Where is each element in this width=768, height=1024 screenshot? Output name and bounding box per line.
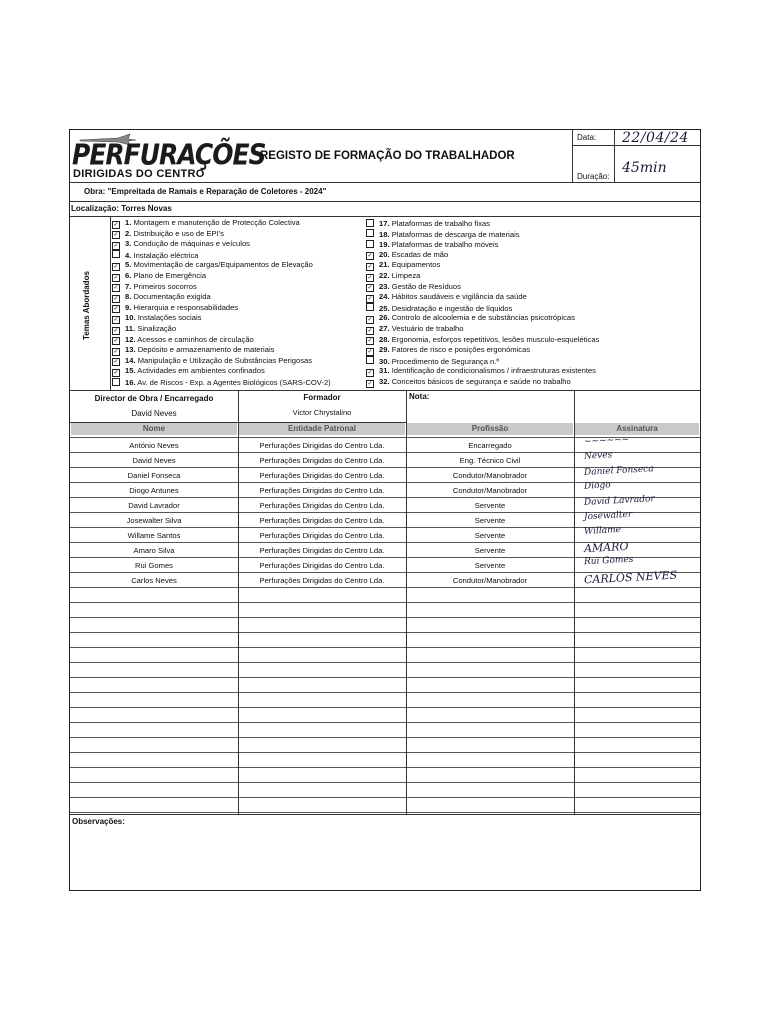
topic-item [366,303,512,313]
signature[interactable]: Daniel Fonseca [583,464,654,478]
topic-item [366,366,596,376]
topic-item [112,229,224,239]
topic-checkbox[interactable] [366,240,374,248]
topic-checkbox[interactable]: ✓ [113,316,119,323]
date-label: Data: [577,133,597,142]
topic-checkbox[interactable]: ✓ [367,274,373,281]
observacoes-label: Observações: [72,817,125,826]
topic-text: Limpeza [391,271,421,280]
topic-checkbox[interactable]: ✓ [367,285,373,292]
topic-checkbox[interactable]: ✓ [113,306,119,313]
topic-checkbox[interactable]: ✓ [367,348,373,355]
cell-nome: Diogo Antunes [129,486,179,495]
topic-item [112,271,206,281]
topic-number: 7. [125,281,132,291]
signature[interactable]: ~~~~~~ [583,434,630,448]
topic-number: 22. [379,271,390,280]
topic-checkbox[interactable] [366,303,374,311]
topic-text: Primeiros socorros [133,281,197,291]
cell-nome: Willame Santos [127,531,181,540]
topic-checkbox[interactable]: ✓ [367,253,373,260]
topic-number: 3. [125,239,132,249]
topic-text: Gestão de Resíduos [391,281,461,291]
topic-item [366,260,440,270]
topic-number: 17. [379,219,390,228]
signature[interactable]: Josewalter [583,509,633,523]
topic-item [112,356,312,366]
topic-item [112,313,201,323]
topic-item [366,292,527,302]
signature[interactable]: David Lavrador [583,494,655,508]
signature[interactable]: Diogo [583,480,611,492]
topic-number: 27. [379,324,390,333]
topic-checkbox[interactable] [366,356,374,364]
topic-text: Procedimento de Segurança n.º [391,356,500,366]
topic-item [366,377,571,387]
topic-item [366,356,499,366]
training-record-form [69,129,701,891]
signature[interactable]: AMARO [583,539,629,556]
cell-nome: Amaro Silva [133,546,175,555]
cell-nome: Daniel Fonseca [127,471,181,480]
cell-entidade: Perfurações Dirigidas do Centro Lda. [259,561,385,570]
cell-profissao: Servente [474,516,506,525]
column-header: Nome [71,423,237,435]
topic-text: Instalação eléctrica [133,250,199,260]
column-header: Profissão [407,423,573,435]
topic-number: 20. [379,249,390,259]
topic-item [112,250,198,260]
topic-checkbox[interactable]: ✓ [113,295,119,302]
cell-nome: Josewalter Silva [126,516,182,525]
company-logo [72,137,266,186]
topic-checkbox[interactable]: ✓ [367,327,373,334]
cell-profissao: Condutor/Manobrador [452,576,528,585]
topic-text: Manipulação e Utilização de Substâncias Perigosas [137,355,313,365]
topic-number: 32. [379,377,390,386]
topic-checkbox[interactable]: ✓ [367,380,373,387]
cell-entidade: Perfurações Dirigidas do Centro Lda. [259,531,385,540]
topic-number: 5. [125,260,132,270]
obra-row [84,187,326,196]
topic-item [112,218,300,228]
topic-checkbox[interactable]: ✓ [113,285,119,292]
topic-text: Plataformas de descarga de materiais [391,229,520,239]
cell-nome: David Lavrador [128,501,180,510]
cell-entidade: Perfurações Dirigidas do Centro Lda. [259,501,385,510]
cell-entidade: Perfurações Dirigidas do Centro Lda. [259,441,385,450]
cell-nome: Rui Gomes [135,561,173,570]
signature[interactable]: Neves [583,450,613,462]
topic-text: Acessos e caminhos de circulação [137,334,254,344]
topic-number: 19. [379,240,390,250]
topic-number: 10. [125,313,136,323]
topic-number: 6. [125,271,132,280]
topic-text: Hierarquia e responsabilidades [133,302,239,312]
topic-number: 26. [379,313,390,323]
topic-number: 29. [379,345,390,355]
cell-profissao: Eng. Técnico Civil [459,456,521,465]
cell-nome: Carlos Neves [131,576,177,585]
topic-checkbox[interactable]: ✓ [113,327,119,334]
topic-number: 11. [125,324,136,333]
topic-item [112,335,254,345]
column-header: Entidade Patronal [239,423,405,435]
topic-text: Escadas de mão [391,249,449,259]
topic-checkbox[interactable]: ✓ [113,263,119,270]
topic-item [366,345,530,355]
cell-entidade: Perfurações Dirigidas do Centro Lda. [259,516,385,525]
topic-text: Sinalização [137,324,177,333]
topic-text: Ergonomia, esforços repetitivos, lesões musculo-esqueléticas [391,334,600,344]
topic-number: 12. [125,334,136,344]
topic-number: 28. [379,334,390,344]
signature[interactable]: Willame [583,525,622,537]
topic-item [366,239,498,249]
cell-entidade: Perfurações Dirigidas do Centro Lda. [259,471,385,480]
topic-item [112,377,331,387]
topic-number: 2. [125,228,132,238]
topic-text: Documentação exigida [133,292,211,302]
topic-item [112,324,176,334]
cell-profissao: Servente [474,501,506,510]
topic-number: 13. [125,345,136,355]
topic-number: 14. [125,355,136,365]
topic-item [366,335,599,345]
cell-profissao: Servente [474,546,506,555]
topic-text: Condução de máquinas e veículos [133,239,250,249]
topic-checkbox[interactable]: ✓ [367,295,373,302]
topic-text: Conceitos básicos de segurança e saúde no trabalho [391,377,571,386]
topic-item [366,324,463,334]
topic-item [366,250,448,260]
topic-number: 25. [379,303,390,313]
topic-number: 1. [125,218,132,227]
director-label: Director de Obra / Encarregado [94,394,214,403]
topic-item [112,260,313,270]
topic-text: Plataformas de trabalho fixas [391,219,491,228]
topic-checkbox[interactable] [366,229,374,237]
topic-checkbox[interactable]: ✓ [113,338,119,345]
director-value[interactable]: David Neves [131,409,177,418]
topic-checkbox[interactable] [112,378,120,386]
cell-profissao: Condutor/Manobrador [452,486,528,495]
topic-item [112,345,274,355]
topic-number: 16. [125,378,136,387]
topic-checkbox[interactable]: ✓ [367,263,373,270]
duration-value[interactable]: 45min [622,160,667,176]
topic-text: Hábitos saudáveis e vigilância da saúde [391,292,527,302]
topic-number: 24. [379,292,390,302]
topic-checkbox[interactable] [366,219,374,227]
themes-label: Temas Abordados [82,271,91,340]
topic-text: Fatores de risco e posições ergonómicas [391,345,531,355]
cell-entidade: Perfurações Dirigidas do Centro Lda. [259,456,385,465]
topic-checkbox[interactable]: ✓ [113,359,119,366]
signature[interactable]: CARLOS NEVES [583,568,678,587]
cell-profissao: Servente [474,531,506,540]
formador-value[interactable]: Victor Chrystalino [292,408,352,417]
topic-text: Instalações sociais [137,313,202,323]
localizacao-label: Localização: [71,204,120,213]
obra-value[interactable]: "Empreitada de Ramais e Reparação de Coletores - 2024" [107,187,327,196]
topic-item [112,303,238,313]
topic-text: Distribuição e uso de EPI's [133,228,224,238]
formador-label: Formador [303,393,341,402]
topic-item [366,271,420,281]
topic-text: Movimentação de cargas/Equipamentos de Elevação [133,260,313,270]
signature[interactable]: Rui Gomes [583,554,634,568]
topic-text: Identificação de condicionalismos / infraestruturas existentes [391,366,596,376]
topic-text: Depósito e armazenamento de materiais [137,345,275,355]
topic-checkbox[interactable]: ✓ [113,232,119,239]
topic-number: 18. [379,229,390,239]
cell-entidade: Perfurações Dirigidas do Centro Lda. [259,576,385,585]
topic-item [112,239,250,249]
topic-checkbox[interactable]: ✓ [113,221,119,228]
nota-label: Nota: [409,392,430,401]
topic-item [366,282,461,292]
topic-number: 15. [125,366,136,376]
topic-number: 31. [379,366,390,376]
topic-checkbox[interactable]: ✓ [113,274,119,281]
topic-number: 23. [379,281,390,291]
topic-item [366,229,520,239]
topic-text: Desidratação e ingestão de líquidos [391,303,513,313]
topic-number: 8. [125,292,132,302]
topic-number: 30. [379,356,390,366]
topic-item [366,218,490,228]
topic-text: Plataformas de trabalho móveis [391,240,499,250]
cell-entidade: Perfurações Dirigidas do Centro Lda. [259,486,385,495]
cell-profissao: Servente [474,561,506,570]
topic-checkbox[interactable]: ✓ [367,316,373,323]
cell-profissao: Condutor/Manobrador [452,471,528,480]
cell-profissao: Encarregado [468,441,512,450]
topic-text: Plano de Emergência [133,271,207,280]
localizacao-row [71,204,172,213]
duration-label: Duração: [577,172,610,181]
topic-number: 4. [125,250,132,260]
topic-number: 21. [379,260,390,270]
topic-checkbox[interactable]: ✓ [367,369,373,376]
topic-item [112,292,211,302]
topic-checkbox[interactable]: ✓ [367,338,373,345]
cell-nome: David Neves [132,456,176,465]
topic-item [366,313,575,323]
column-header: Assinatura [575,423,699,435]
topic-checkbox[interactable]: ✓ [113,242,119,249]
topic-text: Vestuário de trabalho [391,324,464,333]
topic-checkbox[interactable]: ✓ [113,348,119,355]
topic-item [112,366,265,376]
topic-text: Equipamentos [391,260,441,270]
date-value[interactable]: 22/04/24 [622,130,689,146]
logo-wordmark: PERFURAÇÕES [72,137,266,172]
localizacao-value[interactable]: Torres Novas [121,204,172,213]
cell-entidade: Perfurações Dirigidas do Centro Lda. [259,546,385,555]
cell-nome: António Neves [129,441,179,450]
topic-item [112,282,197,292]
obra-label: Obra: [84,187,106,196]
topic-checkbox[interactable]: ✓ [113,369,119,376]
page-title: REGISTO DE FORMAÇÃO DO TRABALHADOR [260,150,515,162]
topic-number: 9. [125,302,132,312]
topic-text: Actividades em ambientes confinados [137,366,265,376]
topic-text: Montagem e manutenção de Protecção Colectiva [133,218,300,227]
topic-checkbox[interactable] [112,250,120,258]
topic-text: Controlo de alcoolemia e de substâncias psicotrópicas [391,313,575,323]
topic-text: Av. de Riscos - Exp. a Agentes Biológicos (SARS-COV-2) [137,378,331,387]
logo-subtitle: DIRIGIDAS DO CENTRO [73,168,205,180]
